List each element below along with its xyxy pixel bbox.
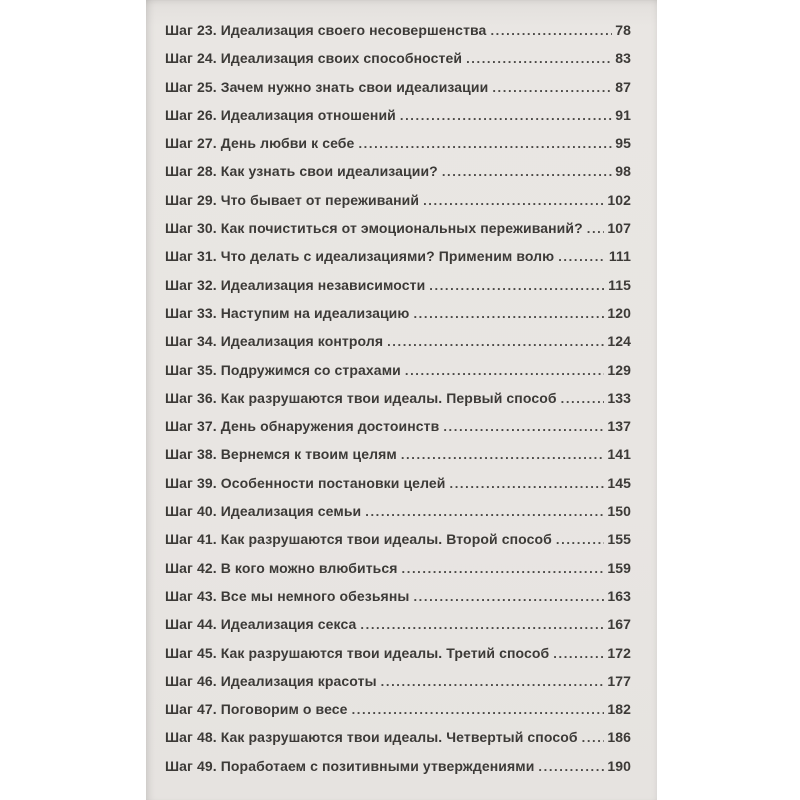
toc-entry-title: Шаг 31. Что делать с идеализациями? Применим волю bbox=[165, 248, 555, 265]
toc-entry-page: 163 bbox=[607, 587, 631, 604]
toc-entry-page: 190 bbox=[607, 757, 631, 774]
toc-entry-title: Шаг 25. Зачем нужно знать свои идеализации bbox=[165, 78, 489, 95]
toc-entry-title: Шаг 23. Идеализация своего несовершенства bbox=[165, 22, 487, 38]
toc-entry bbox=[165, 163, 631, 191]
dot-leader bbox=[538, 758, 604, 774]
dot-leader bbox=[387, 333, 604, 349]
toc-entry-title: Шаг 48. Как разрушаются твои идеалы. Четвертый способ bbox=[165, 729, 578, 746]
dot-leader bbox=[365, 503, 604, 519]
dot-leader bbox=[429, 277, 605, 293]
toc-entry-title: Шаг 34. Идеализация контроля bbox=[165, 333, 384, 350]
toc-entry-page: 83 bbox=[615, 50, 631, 67]
dot-leader bbox=[587, 220, 605, 236]
toc-entry bbox=[165, 701, 631, 729]
toc-entry bbox=[165, 446, 631, 474]
dot-leader bbox=[490, 22, 612, 38]
toc-entry bbox=[165, 50, 631, 78]
dot-leader bbox=[492, 79, 612, 95]
toc-entry bbox=[165, 418, 631, 446]
toc-entry-page: 98 bbox=[615, 163, 631, 180]
dot-leader bbox=[558, 248, 606, 264]
toc-entry bbox=[165, 333, 631, 361]
dot-leader bbox=[466, 50, 612, 66]
toc-entry-title: Шаг 37. День обнаружения достоинств bbox=[165, 418, 440, 435]
toc-entry-page: 186 bbox=[607, 729, 631, 746]
dot-leader bbox=[358, 135, 612, 151]
toc-entry bbox=[165, 277, 631, 305]
toc-entry-title: Шаг 30. Как почиститься от эмоциональных переживаний? bbox=[165, 220, 583, 237]
toc-entry-title: Шаг 32. Идеализация независимости bbox=[165, 276, 426, 293]
toc-entry-title: Шаг 35. Подружимся со страхами bbox=[165, 361, 401, 378]
toc-entry-title: Шаг 33. Наступим на идеализацию bbox=[165, 304, 410, 321]
toc-entry bbox=[165, 475, 631, 503]
dot-leader bbox=[423, 192, 604, 208]
toc-entry-title: Шаг 41. Как разрушаются твои идеалы. Второй способ bbox=[165, 531, 552, 548]
dot-leader bbox=[582, 729, 605, 745]
toc-entry bbox=[165, 616, 631, 644]
toc-entry bbox=[165, 192, 631, 220]
toc-entry bbox=[165, 729, 631, 757]
toc-entry bbox=[165, 220, 631, 248]
toc-entry-title: Шаг 26. Идеализация отношений bbox=[165, 106, 396, 123]
toc-entry-page: 124 bbox=[607, 333, 631, 350]
toc-entry-title: Шаг 39. Особенности постановки целей bbox=[165, 474, 446, 491]
toc-entry bbox=[165, 22, 631, 50]
dot-leader bbox=[400, 107, 612, 123]
toc-entry-page: 120 bbox=[607, 304, 631, 321]
toc-entry bbox=[165, 362, 631, 390]
toc-entry-page: 182 bbox=[607, 701, 631, 718]
toc-entry bbox=[165, 135, 631, 163]
toc-entry-page: 155 bbox=[607, 531, 631, 548]
toc-entry-page: 137 bbox=[607, 418, 631, 435]
toc-entry bbox=[165, 390, 631, 418]
toc-entry-page: 167 bbox=[607, 616, 631, 633]
toc-entry-page: 111 bbox=[608, 248, 631, 265]
toc-entry-page: 141 bbox=[607, 446, 631, 463]
toc-entry bbox=[165, 588, 631, 616]
toc-entry-title: Шаг 42. В кого можно влюбиться bbox=[165, 559, 398, 576]
toc-entry-title: Шаг 36. Как разрушаются твои идеалы. Первый способ bbox=[165, 389, 557, 406]
dot-leader bbox=[442, 163, 612, 179]
toc-entry-page: 150 bbox=[607, 503, 631, 520]
dot-leader bbox=[381, 673, 605, 689]
toc-entry-title: Шаг 47. Поговорим о весе bbox=[165, 701, 348, 718]
dot-leader bbox=[449, 475, 604, 491]
toc-entry bbox=[165, 79, 631, 107]
toc-entry bbox=[165, 305, 631, 333]
dot-leader bbox=[352, 701, 605, 717]
toc-entry bbox=[165, 645, 631, 673]
toc-entry bbox=[165, 248, 631, 276]
dot-leader bbox=[360, 616, 604, 632]
dot-leader bbox=[405, 362, 604, 378]
toc-entry-title: Шаг 27. День любви к себе bbox=[165, 135, 355, 152]
dot-leader bbox=[413, 588, 604, 604]
toc-entry-page: 107 bbox=[607, 220, 631, 237]
book-page bbox=[146, 0, 657, 800]
toc-entry-title: Шаг 49. Поработаем с позитивными утверждениями bbox=[165, 757, 535, 774]
toc-entry-title: Шаг 46. Идеализация красоты bbox=[165, 672, 377, 689]
toc-entry-page: 159 bbox=[607, 559, 631, 576]
dot-leader bbox=[443, 418, 604, 434]
dot-leader bbox=[401, 446, 604, 462]
dot-leader bbox=[553, 645, 604, 661]
toc-entry-title: Шаг 29. Что бывает от переживаний bbox=[165, 191, 420, 208]
toc-entry-page: 177 bbox=[607, 672, 631, 689]
dot-leader bbox=[402, 560, 605, 576]
toc-entry-title: Шаг 44. Идеализация секса bbox=[165, 616, 357, 633]
toc-entry-page: 95 bbox=[615, 135, 631, 152]
toc-entry-title: Шаг 43. Все мы немного обезьяны bbox=[165, 587, 410, 604]
toc-entry bbox=[165, 107, 631, 135]
toc-entry bbox=[165, 503, 631, 531]
toc-entry bbox=[165, 560, 631, 588]
toc-entry-title: Шаг 24. Идеализация своих способностей bbox=[165, 50, 463, 67]
toc-entry-title: Шаг 28. Как узнать свои идеализации? bbox=[165, 163, 438, 180]
dot-leader bbox=[413, 305, 604, 321]
toc-entry-page: 102 bbox=[607, 191, 631, 208]
toc-entry-page: 91 bbox=[615, 106, 631, 123]
toc-entry-page: 172 bbox=[607, 644, 631, 661]
table-of-contents bbox=[165, 22, 631, 786]
toc-entry bbox=[165, 673, 631, 701]
toc-entry-title: Шаг 40. Идеализация семьи bbox=[165, 503, 362, 520]
toc-entry-page: 133 bbox=[607, 389, 631, 406]
dot-leader bbox=[561, 390, 605, 406]
toc-entry-page: 145 bbox=[607, 474, 631, 491]
toc-entry bbox=[165, 758, 631, 786]
toc-entry-page: 129 bbox=[607, 361, 631, 378]
toc-entry-page: 115 bbox=[608, 276, 631, 293]
toc-entry-page: 78 bbox=[615, 22, 631, 38]
toc-entry-title: Шаг 38. Вернемся к твоим целям bbox=[165, 446, 397, 463]
toc-entry-title: Шаг 45. Как разрушаются твои идеалы. Третий способ bbox=[165, 644, 550, 661]
toc-entry-page: 87 bbox=[615, 78, 631, 95]
toc-entry bbox=[165, 531, 631, 559]
dot-leader bbox=[556, 531, 604, 547]
